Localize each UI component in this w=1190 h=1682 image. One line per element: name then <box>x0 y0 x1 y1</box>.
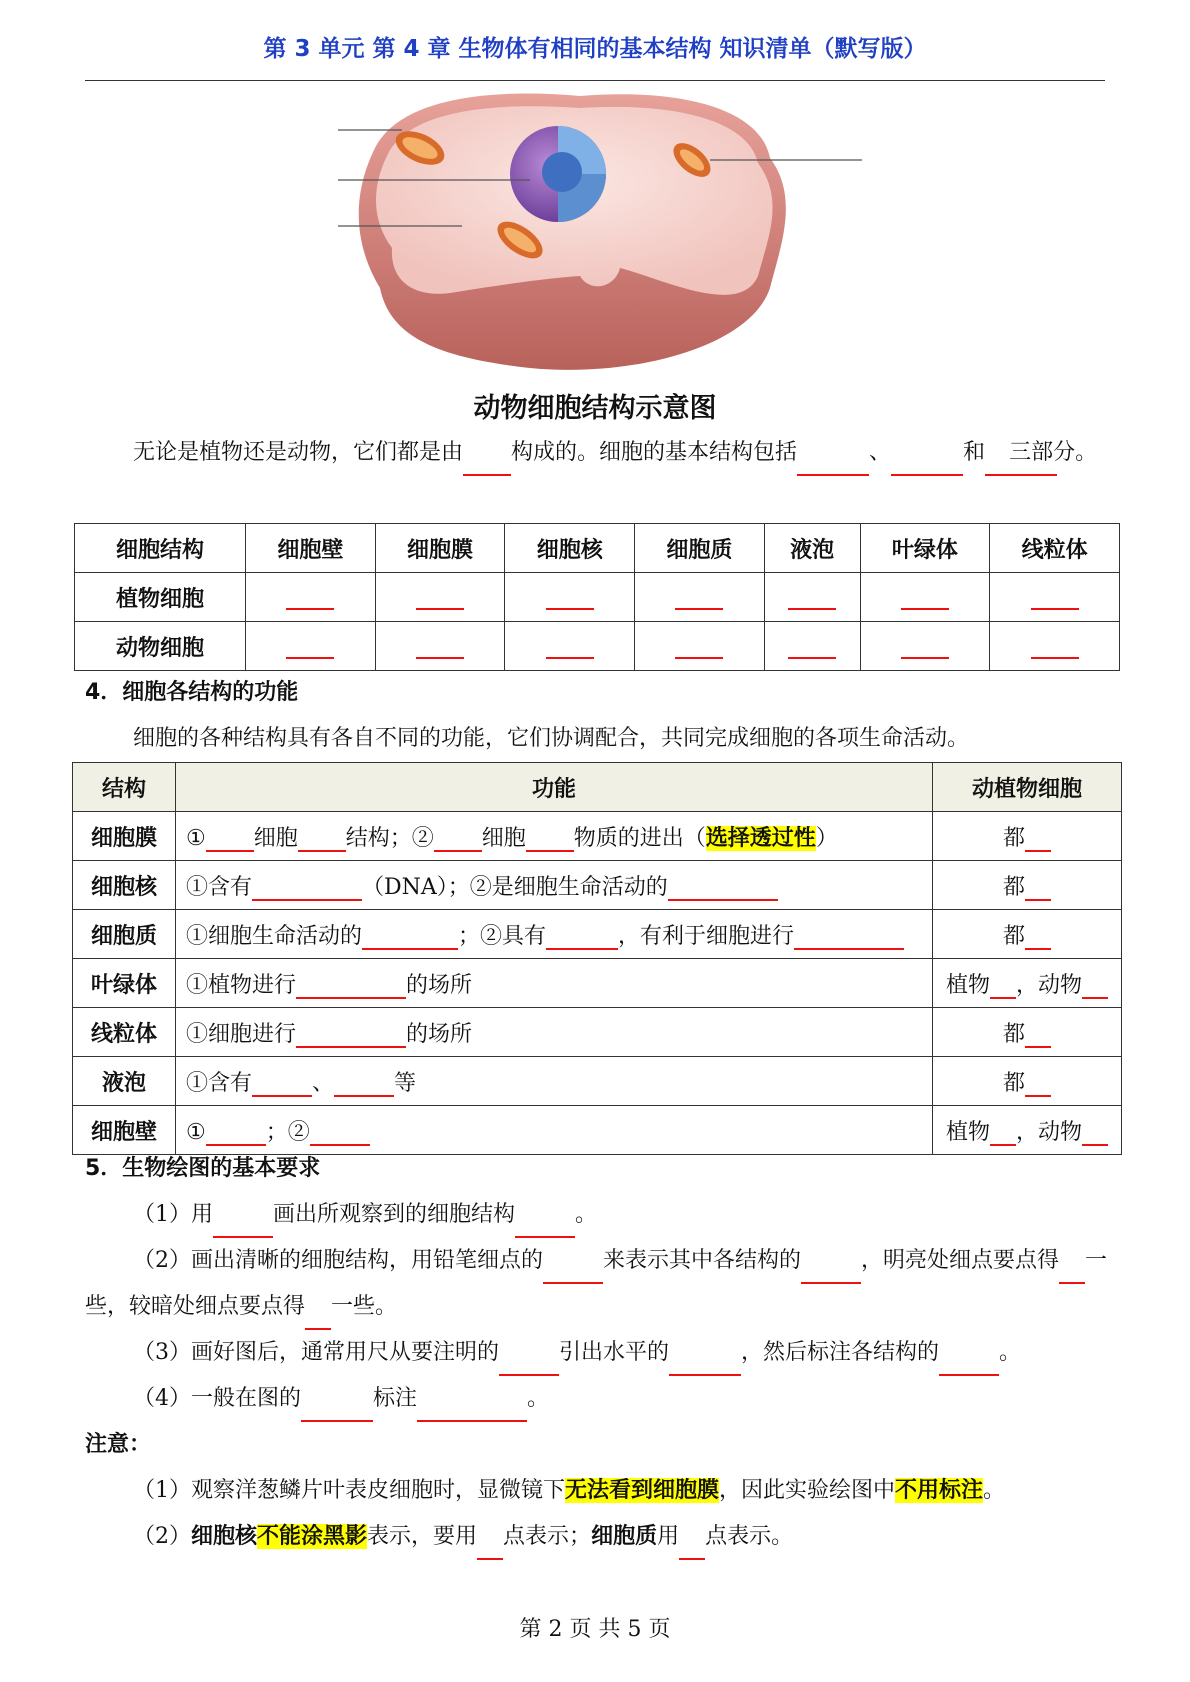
table-cell: 细胞质 <box>73 910 176 959</box>
text-segment: （1）观察洋葱鳞片叶表皮细胞时，显微镜下 <box>133 1478 565 1503</box>
fill-blank <box>788 633 836 658</box>
fill-blank <box>668 875 778 900</box>
text-segment: 选择透过性 <box>705 825 816 851</box>
drawing-rule-2 <box>85 1238 1110 1330</box>
table-cell <box>176 861 933 910</box>
table-cell <box>246 622 376 671</box>
table-row <box>73 1057 1122 1106</box>
fill-blank <box>1082 973 1108 998</box>
text-segment: ，动物 <box>1016 972 1083 998</box>
fill-blank <box>416 633 464 658</box>
text-segment: 表示，要用 <box>367 1524 478 1549</box>
fill-blank <box>546 584 594 609</box>
table-header-cell: 细胞结构 <box>75 524 246 573</box>
text-segment: （1）用 <box>133 1202 213 1227</box>
fill-blank <box>788 584 836 609</box>
fill-blank <box>296 973 406 998</box>
table-cell <box>505 622 635 671</box>
table-header-cell: 叶绿体 <box>860 524 990 573</box>
fill-blank <box>1031 584 1079 609</box>
table-row <box>75 573 1120 622</box>
text-segment: 点表示； <box>503 1524 592 1549</box>
text-segment: ；②具有 <box>458 923 547 949</box>
table-cell <box>176 1057 933 1106</box>
drawing-rule-4 <box>85 1376 1110 1422</box>
table-cell <box>246 573 376 622</box>
table-cell <box>860 622 990 671</box>
text-segment: 结构；② <box>345 825 434 851</box>
text-segment: 细胞 <box>481 825 526 851</box>
text-segment: 细胞质 <box>591 1524 658 1549</box>
table-cell: 线粒体 <box>73 1008 176 1057</box>
table-cell: 细胞膜 <box>73 812 176 861</box>
table-row <box>73 1008 1122 1057</box>
text-segment: 不能涂黑影 <box>257 1524 368 1549</box>
table-cell <box>176 959 933 1008</box>
table-row <box>73 812 1122 861</box>
fill-blank <box>675 584 723 609</box>
fill-blank <box>286 633 334 658</box>
table-header-cell: 功能 <box>176 763 933 812</box>
table-row <box>73 861 1122 910</box>
table-cell <box>933 1057 1122 1106</box>
fill-blank <box>310 1120 370 1145</box>
fill-blank <box>296 1022 406 1047</box>
fill-blank <box>546 924 618 949</box>
text-segment: 物质的进出（ <box>573 825 706 851</box>
text-segment: ，然后标注各结构的 <box>741 1340 940 1365</box>
table-cell <box>764 622 860 671</box>
table-header-cell: 动植物细胞 <box>933 763 1122 812</box>
text-segment: 不用标注 <box>895 1478 984 1503</box>
table-cell: 叶绿体 <box>73 959 176 1008</box>
text-segment: （2）画出清晰的细胞结构，用铅笔细点的 <box>133 1248 543 1273</box>
text-segment: ，动物 <box>1016 1119 1083 1145</box>
text-segment: 点表示。 <box>705 1524 794 1549</box>
text-segment: 来表示其中各结构的 <box>603 1248 802 1273</box>
fill-blank <box>1031 633 1079 658</box>
fill-blank <box>252 1071 312 1096</box>
table-header-cell: 细胞核 <box>505 524 635 573</box>
text-segment: ①细胞进行 <box>186 1021 297 1047</box>
structure-comparison-table <box>74 523 1120 671</box>
fill-blank <box>213 1213 273 1238</box>
fill-blank <box>990 1120 1016 1145</box>
text-segment: （3）画好图后，通常用尺从要注明的 <box>133 1340 499 1365</box>
table-row <box>73 910 1122 959</box>
text-segment: 。 <box>527 1386 550 1411</box>
drawing-rule-1 <box>85 1192 1110 1238</box>
fill-blank <box>301 1397 373 1422</box>
fill-blank <box>1082 1120 1108 1145</box>
text-segment: （4）一般在图的 <box>133 1386 301 1411</box>
text-segment: ；② <box>265 1119 310 1145</box>
fill-blank <box>298 826 346 851</box>
fill-blank <box>334 1071 394 1096</box>
drawing-rule-3 <box>85 1330 1110 1376</box>
fill-blank <box>1059 1259 1085 1284</box>
table-row <box>73 959 1122 1008</box>
text-segment: 一些。 <box>331 1294 398 1319</box>
fill-blank <box>669 1351 741 1376</box>
fill-blank <box>1025 875 1051 900</box>
table-cell <box>375 622 505 671</box>
text-segment: 植物 <box>945 1119 990 1145</box>
text-segment: 和 <box>963 440 986 465</box>
table-cell <box>176 1008 933 1057</box>
text-segment: 一些，较暗处细点要点得 <box>85 1248 1108 1319</box>
fill-blank <box>546 633 594 658</box>
text-segment: ①细胞生命活动的 <box>186 923 363 949</box>
fill-blank <box>939 1351 999 1376</box>
fill-blank <box>675 633 723 658</box>
fill-blank <box>305 1305 331 1330</box>
fill-blank <box>901 584 949 609</box>
table-cell <box>176 812 933 861</box>
text-segment: 无法看到细胞膜 <box>565 1478 720 1503</box>
text-segment: 等 <box>394 1070 417 1096</box>
text-segment: 。 <box>575 1202 598 1227</box>
text-segment: 无论是植物还是动物，它们都是由 <box>133 440 464 465</box>
table-cell <box>933 959 1122 1008</box>
table-cell <box>933 1008 1122 1057</box>
table-header-cell: 细胞壁 <box>246 524 376 573</box>
text-segment: 都 <box>1002 825 1025 851</box>
table-cell <box>933 812 1122 861</box>
table-cell <box>764 573 860 622</box>
table-cell <box>375 573 505 622</box>
text-segment: ① <box>186 1119 206 1145</box>
table-cell <box>635 622 765 671</box>
table-cell: 细胞核 <box>73 861 176 910</box>
text-segment: ，明亮处细点要点得 <box>861 1248 1060 1273</box>
fill-blank <box>543 1259 603 1284</box>
text-segment: ①植物进行 <box>186 972 297 998</box>
fill-blank <box>434 826 482 851</box>
table-cell <box>933 861 1122 910</box>
fill-blank <box>1025 826 1051 851</box>
table-cell <box>990 573 1120 622</box>
fill-blank <box>463 451 511 476</box>
text-segment: 细胞 <box>253 825 298 851</box>
text-segment: 构成的。细胞的基本结构包括 <box>511 440 798 465</box>
animal-cell-diagram <box>330 88 870 388</box>
fill-blank <box>416 584 464 609</box>
table-cell <box>860 573 990 622</box>
section-4-title: 4．细胞各结构的功能 <box>85 680 299 705</box>
table-header-cell: 细胞膜 <box>375 524 505 573</box>
fill-blank <box>797 451 869 476</box>
fill-blank <box>901 633 949 658</box>
section-5-title: 5．生物绘图的基本要求 <box>85 1156 321 1181</box>
text-segment: 标注 <box>373 1386 418 1411</box>
text-segment: ，因此实验绘图中 <box>719 1478 896 1503</box>
fill-blank <box>206 1120 266 1145</box>
text-segment: ①含有 <box>186 874 253 900</box>
fill-blank <box>206 826 254 851</box>
text-segment: 、 <box>312 1070 335 1096</box>
text-segment: ①含有 <box>186 1070 253 1096</box>
text-segment: 用 <box>657 1524 680 1549</box>
table-row <box>75 622 1120 671</box>
table-header-cell: 线粒体 <box>990 524 1120 573</box>
fill-blank <box>990 973 1016 998</box>
table-header-cell: 细胞质 <box>635 524 765 573</box>
text-segment: ） <box>815 825 838 851</box>
table-header-cell: 液泡 <box>764 524 860 573</box>
table-header-cell: 结构 <box>73 763 176 812</box>
function-table <box>72 762 1122 1155</box>
row-label: 植物细胞 <box>75 573 246 622</box>
fill-blank <box>679 1535 705 1560</box>
note-1 <box>85 1468 1110 1514</box>
table-cell: 液泡 <box>73 1057 176 1106</box>
table-cell <box>990 622 1120 671</box>
fill-blank <box>891 451 963 476</box>
table-cell: 细胞壁 <box>73 1106 176 1155</box>
intro-paragraph <box>85 430 1110 476</box>
row-label: 动物细胞 <box>75 622 246 671</box>
text-segment: 画出所观察到的细胞结构 <box>273 1202 516 1227</box>
text-segment: 。 <box>983 1478 1006 1503</box>
fill-blank <box>286 584 334 609</box>
text-segment: 都 <box>1002 1070 1025 1096</box>
text-segment: 、 <box>869 440 892 465</box>
page-header: 第 3 单元 第 4 章 生物体有相同的基本结构 知识清单（默写版） <box>263 36 927 62</box>
text-segment: 都 <box>1002 923 1025 949</box>
text-segment: 细胞核 <box>191 1524 258 1549</box>
table-cell <box>505 573 635 622</box>
fill-blank <box>515 1213 575 1238</box>
text-segment: 的场所 <box>406 972 473 998</box>
page-footer: 第 2 页 共 5 页 <box>519 1617 671 1642</box>
diagram-caption: 动物细胞结构示意图 <box>473 393 717 424</box>
table-cell <box>635 573 765 622</box>
text-segment: 植物 <box>945 972 990 998</box>
text-segment: 。 <box>999 1340 1022 1365</box>
note-title: 注意： <box>85 1432 152 1457</box>
table-cell <box>176 910 933 959</box>
table-cell <box>933 910 1122 959</box>
fill-blank <box>1025 1022 1051 1047</box>
fill-blank <box>252 875 362 900</box>
fill-blank <box>362 924 458 949</box>
note-2 <box>85 1514 1110 1560</box>
nucleus <box>510 126 606 222</box>
text-segment: （2） <box>133 1524 191 1549</box>
text-segment: 三部分。 <box>1009 440 1098 465</box>
text-segment: ，有利于细胞进行 <box>618 923 795 949</box>
fill-blank <box>417 1397 527 1422</box>
text-segment: ① <box>186 825 206 851</box>
text-segment: 引出水平的 <box>559 1340 670 1365</box>
text-segment: （DNA）；②是细胞生命活动的 <box>362 874 668 900</box>
fill-blank <box>1025 1071 1051 1096</box>
fill-blank <box>477 1535 503 1560</box>
section-4-text: 细胞的各种结构具有各自不同的功能，它们协调配合，共同完成细胞的各项生命活动。 <box>133 726 970 751</box>
text-segment: 的场所 <box>406 1021 473 1047</box>
fill-blank <box>526 826 574 851</box>
header-rule <box>85 80 1105 81</box>
text-segment: 都 <box>1002 1021 1025 1047</box>
fill-blank <box>794 924 904 949</box>
text-segment: 都 <box>1002 874 1025 900</box>
fill-blank <box>499 1351 559 1376</box>
fill-blank <box>801 1259 861 1284</box>
fill-blank <box>1025 924 1051 949</box>
